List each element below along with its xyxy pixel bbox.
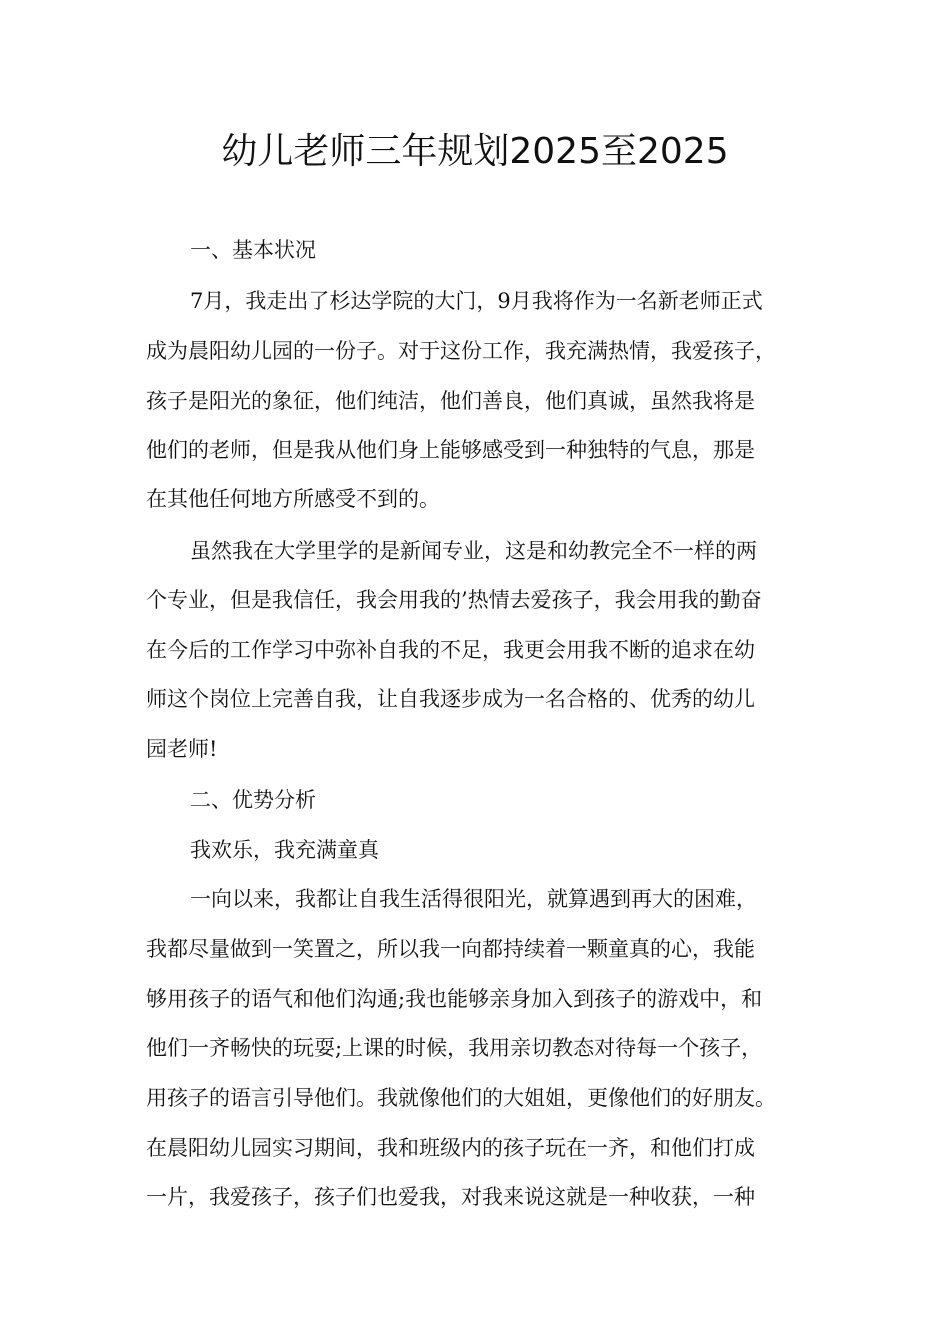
subheading: 我欢乐，我充满童真 [190,838,379,862]
paragraph-line: 虽然我在大学里学的是新闻专业，这是和幼教完全不一样的两 [190,539,757,563]
paragraph-line: 够用孩子的语气和他们沟通;我也能够亲身加入到孩子的游戏中，和 [146,987,763,1011]
paragraph-line: 个专业，但是我信任，我会用我的’热情去爱孩子，我会用我的勤奋 [146,588,762,612]
section-heading-basic: 一、基本状况 [190,238,316,262]
paragraph-line: 在今后的工作学习中弥补自我的不足，我更会用我不断的追求在幼 [146,638,755,662]
paragraph-line: 成为晨阳幼儿园的一份子。对于这份工作，我充满热情，我爱孩子， [146,339,776,363]
paragraph-line: 一片，我爱孩子，孩子们也爱我，对我来说这就是一种收获，一种 [146,1185,755,1209]
paragraph-line: 我都尽量做到一笑置之，所以我一向都持续着一颗童真的心，我能 [146,937,755,961]
section-heading-advantages: 二、优势分析 [190,788,316,812]
paragraph-line: 用孩子的语言引导他们。我就像他们的大姐姐，更像他们的好朋友。 [146,1086,776,1110]
paragraph-line: 园老师! [146,737,218,761]
paragraph-line: 师这个岗位上完善自我，让自我逐步成为一名合格的、优秀的幼儿 [146,687,755,711]
paragraph-line: 在其他任何地方所感受不到的。 [146,487,440,511]
document-title: 幼儿老师三年规划2025至2025 [221,131,729,172]
paragraph-line: 在晨阳幼儿园实习期间，我和班级内的孩子玩在一齐，和他们打成 [146,1136,755,1160]
paragraph-line: 孩子是阳光的象征，他们纯洁，他们善良，他们真诚，虽然我将是 [146,389,755,413]
paragraph-line: 他们的老师，但是我从他们身上能够感受到一种独特的气息，那是 [146,438,755,462]
paragraph-line: 7月，我走出了杉达学院的大门，9月我将作为一名新老师正式 [190,289,763,313]
paragraph-line: 他们一齐畅快的玩耍;上课的时候，我用亲切教态对待每一个孩子， [146,1036,763,1060]
paragraph-line: 一向以来，我都让自我生活得很阳光，就算遇到再大的困难， [190,887,757,911]
